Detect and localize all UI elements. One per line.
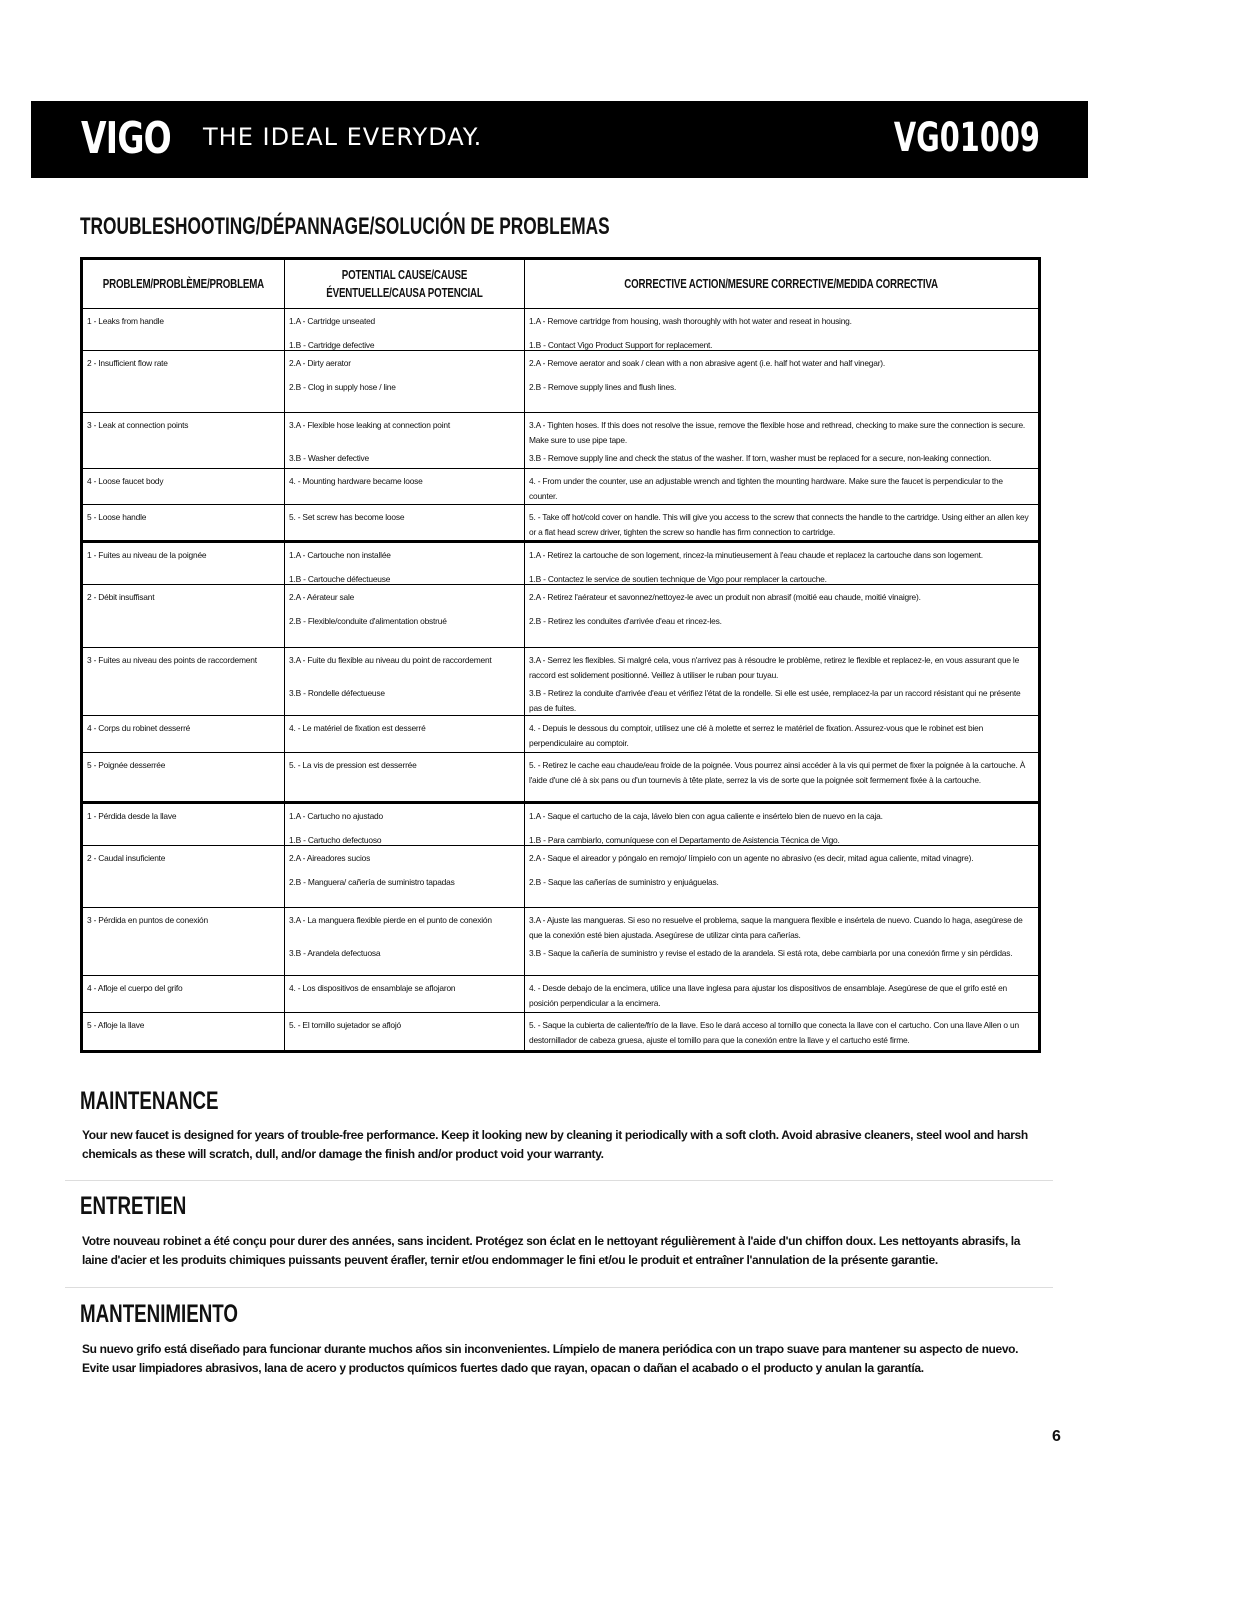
cause-cell [285,716,525,752]
problem-text: 4 - Afloje el cuerpo del grifo [87,983,183,993]
table-row [83,716,1038,753]
action-text: 4. - From under the counter, use an adjustable wrench and tighten the mounting hardware. Make sure the faucet is perpendicular to the counter. [529,476,1003,501]
cause-text: 1.B - Cartouche défectueuse [289,574,391,584]
cause-text: 5. - Set screw has become loose [289,512,405,522]
problem-cell [83,469,285,504]
action-cell [525,585,1038,647]
action-cell [525,1013,1038,1050]
action-text: 3.A - Tighten hoses. If this does not resolve the issue, remove the flexible hose and rethread, checking to make sure the connection is secure. Make sure to use pipe tape. [529,420,1026,445]
column-header-label: POTENTIAL CAUSE/CAUSE ÉVENTUELLE/CAUSA POTENCIAL [326,268,483,300]
cause-text: 3.A - Flexible hose leaking at connection point [289,420,450,430]
action-text: 5. - Retirez le cache eau chaude/eau froide de la poignée. Vous pourrez ainsi accéder à la vis qui permet de fixer la poignée à la cartouche. À l'aide d'une clé à six pans ou d'un tournevis à tête plate, serrez la vis de sorte que la poignée soit fermement fixée à la cartouche. [529,760,1026,785]
cause-text: 3.B - Arandela defectuosa [289,948,381,958]
problem-text: 2 - Débit insuffisant [87,592,155,602]
cause-text: 2.A - Dirty aerator [289,358,351,368]
cause-cell [285,753,525,801]
model-number: VG01009 [893,115,1040,161]
table-row [83,351,1038,413]
tagline: THE IDEAL EVERYDAY. [203,123,483,151]
action-cell [525,753,1038,801]
action-cell [525,469,1038,504]
problem-text: 3 - Leak at connection points [87,420,189,430]
cause-text: 3.B - Rondelle défectueuse [289,688,385,698]
table-row [83,413,1038,469]
action-text: 1.A - Retirez la cartouche de son logement, rincez-la minutieusement à l'eau chaude et replacez la cartouche dans son logement. [529,550,983,560]
column-header-label: PROBLEM/PROBLÈME/PROBLEMA [102,277,265,291]
table-row [83,976,1038,1013]
table-row [83,1013,1038,1050]
action-cell [525,505,1038,540]
problem-text: 5 - Poignée desserrée [87,760,166,770]
table-row [83,648,1038,716]
action-text: 4. - Desde debajo de la encimera, utilice una llave inglesa para ajustar los dispositivos de ensamblaje. Asegúrese de que el grifo esté en posición perpendicular a la encimera. [529,983,1007,1008]
action-cell [525,648,1038,715]
action-text: 3.A - Serrez les flexibles. Si malgré cela, vous n'arrivez pas à résoudre le problème, retirez le flexible et replacez-le, en vous assurant que le raccord est solidement positionné. Veillez à utiliser le ruban pour tuyau. [529,655,1020,680]
action-text: 2.B - Remove supply lines and flush lines. [529,382,677,392]
column-header-label: CORRECTIVE ACTION/MESURE CORRECTIVE/MEDIDA CORRECTIVA [624,277,939,291]
problem-cell [83,351,285,412]
problem-text: 1 - Fuites au niveau de la poignée [87,550,207,560]
action-cell [525,716,1038,752]
cause-cell [285,846,525,907]
section-heading-mantenimiento: MANTENIMIENTO [80,1300,238,1328]
action-text: 1.A - Remove cartridge from housing, wash thoroughly with hot water and reseat in housing. [529,316,852,326]
problem-cell [83,413,285,471]
problem-text: 2 - Caudal insuficiente [87,853,166,863]
cause-text: 4. - Los dispositivos de ensamblaje se aflojaron [289,983,456,993]
cause-text: 3.A - Fuite du flexible au niveau du point de raccordement [289,655,492,665]
cause-text: 2.B - Manguera/ cañería de suministro tapadas [289,877,455,887]
problem-cell [83,846,285,907]
action-text: 1.B - Contactez le service de soutien technique de Vigo pour remplacer la cartouche. [529,574,827,584]
section-heading-maintenance: MAINTENANCE [80,1087,219,1115]
troubleshooting-table [80,257,1041,1053]
action-cell [525,976,1038,1012]
problem-text: 4 - Corps du robinet desserré [87,723,191,733]
problem-text: 3 - Pérdida en puntos de conexión [87,915,208,925]
cause-text: 2.A - Aireadores sucios [289,853,371,863]
problem-cell [83,505,285,540]
cause-text: 1.A - Cartouche non installée [289,550,391,560]
page-number: 6 [1052,1428,1061,1445]
action-text: 3.B - Remove supply line and check the status of the washer. If torn, washer must be replaced for a secure, non-leaking connection. [529,453,992,463]
cause-text: 3.B - Washer defective [289,453,370,463]
problem-text: 5 - Afloje la llave [87,1020,145,1030]
table-row [83,469,1038,505]
cause-cell [285,413,525,471]
table-row [83,846,1038,908]
table-row [83,543,1038,585]
action-text: 2.A - Remove aerator and soak / clean with a non abrasive agent (i.e. half hot water and half vinegar). [529,358,886,368]
action-text: 3.B - Retirez la conduite d'arrivée d'eau et vérifiez l'état de la rondelle. Si elle est usée, remplacez-la par un raccord résistant qui ne présente pas de fuites. [529,688,1021,713]
action-text: 1.B - Para cambiarlo, comuníquese con el Departamento de Asistencia Técnica de Vigo. [529,835,840,845]
problem-cell [83,648,285,715]
cause-text: 4. - Le matériel de fixation est desserré [289,723,426,733]
column-header-action [525,260,1038,308]
divider [65,1180,1053,1181]
column-header-cause [285,260,525,308]
problem-cell [83,585,285,647]
column-header-problem [83,260,285,308]
table-row [83,505,1038,543]
cause-text: 5. - La vis de pression est desserrée [289,760,417,770]
action-text: 3.B - Saque la cañería de suministro y revise el estado de la arandela. Si está rota, debe cambiarla por una conexión firme y sin pérdidas. [529,948,1013,958]
cause-text: 3.A - La manguera flexible pierde en el punto de conexión [289,915,492,925]
divider [65,1287,1053,1288]
cause-text: 1.A - Cartridge unseated [289,316,375,326]
problem-cell [83,908,285,975]
cause-cell [285,976,525,1012]
section-text-mantenimiento: Su nuevo grifo está diseñado para funcionar durante muchos años sin inconvenientes. Límpielo de manera periódica con un trapo suave para mantener su aspecto de nuevo. Evite usar limpiadores abrasivos, lana de acero y productos químicos fuertes dado que rayan, opacan o dañan el acabado o el producto y anulan la garantía. [82,1342,1019,1375]
page-title: TROUBLESHOOTING/DÉPANNAGE/SOLUCIÓN DE PROBLEMAS [80,213,610,240]
problem-text: 1 - Leaks from handle [87,316,164,326]
cause-text: 1.B - Cartucho defectuoso [289,835,382,845]
section-text-entretien: Votre nouveau robinet a été conçu pour durer des années, sans incident. Protégez son éclat en le nettoyant régulièrement à l'aide d'un chiffon doux. Les nettoyants abrasifs, la laine d'acier et les produits chimiques puissants peuvent érafler, ternir et/ou endommager le fini et/ou le produit et entraîner l'annulation de la présente garantie. [82,1234,1021,1267]
problem-text: 5 - Loose handle [87,512,147,522]
cause-text: 5. - El tornillo sujetador se aflojó [289,1020,401,1030]
action-text: 2.A - Retirez l'aérateur et savonnez/nettoyez-le avec un produit non abrasif (moitié eau chaude, moitié vinaigre). [529,592,921,602]
table-row [83,908,1038,976]
problem-text: 3 - Fuites au niveau des points de raccordement [87,655,257,665]
cause-text: 1.B - Cartridge defective [289,340,375,350]
action-text: 3.A - Ajuste las mangueras. Si eso no resuelve el problema, saque la manguera flexible e insértela de nuevo. Cuando lo haga, asegúrese de que la conexión esté bien ajustada. Asegúrese de utilizar cinta para cañerías. [529,915,1023,940]
cause-text: 2.B - Clog in supply hose / line [289,382,396,392]
cause-text: 4. - Mounting hardware became loose [289,476,423,486]
action-cell [525,413,1038,471]
cause-cell [285,505,525,540]
header-bar [31,101,1088,178]
problem-text: 2 - Insufficient flow rate [87,358,168,368]
action-text: 4. - Depuis le dessous du comptoir, utilisez une clé à molette et serrez le matériel de fixation. Assurez-vous que le robinet est bien perpendiculaire au comptoir. [529,723,984,748]
problem-cell [83,753,285,801]
cause-text: 2.B - Flexible/conduite d'alimentation obstrué [289,616,447,626]
cause-text: 2.A - Aérateur sale [289,592,355,602]
problem-cell [83,1013,285,1050]
table-row [83,585,1038,648]
action-cell [525,908,1038,975]
action-text: 5. - Take off hot/cold cover on handle. This will give you access to the screw that connects the handle to the cartridge. Using either an allen key or a flat head screw driver, tighten the screw so handle has firm connection to cartridge. [529,512,1029,537]
cause-cell [285,469,525,504]
action-cell [525,846,1038,907]
cause-cell [285,351,525,412]
action-text: 2.A - Saque el aireador y póngalo en remojo/ límpielo con un agente no abrasivo (es decir, mitad agua caliente, mitad vinagre). [529,853,974,863]
action-text: 2.B - Saque las cañerías de suministro y enjuáguelas. [529,877,719,887]
action-text: 5. - Saque la cubierta de caliente/frío de la llave. Eso le dará acceso al tornillo que conecta la llave con el cartucho. Con una llave Allen o un destornillador de cabeza gruesa, ajuste el tornillo para que la conexión entre la llave y el cartucho esté firme. [529,1020,1019,1045]
cause-text: 1.A - Cartucho no ajustado [289,811,383,821]
cause-cell [285,585,525,647]
problem-text: 1 - Pérdida desde la llave [87,811,177,821]
section-text-maintenance: Your new faucet is designed for years of trouble-free performance. Keep it looking new by cleaning it periodically with a soft cloth. Avoid abrasive cleaners, steel wool and harsh chemicals as these will scratch, dull, and/or damage the finish and/or product void your warranty. [82,1128,1028,1161]
cause-cell [285,1013,525,1050]
problem-cell [83,976,285,1012]
action-text: 1.A - Saque el cartucho de la caja, lávelo bien con agua caliente e insértelo bien de nuevo en la caja. [529,811,883,821]
problem-text: 4 - Loose faucet body [87,476,164,486]
table-header [83,260,1038,309]
cause-cell [285,648,525,715]
table-row [83,804,1038,846]
section-heading-entretien: ENTRETIEN [80,1192,187,1220]
vigo-logo: VIGO [81,113,171,164]
table-row [83,753,1038,804]
action-cell [525,351,1038,412]
cause-cell [285,908,525,975]
table-row [83,309,1038,351]
action-text: 2.B - Retirez les conduites d'arrivée d'eau et rincez-les. [529,616,722,626]
action-text: 1.B - Contact Vigo Product Support for replacement. [529,340,713,350]
problem-cell [83,716,285,752]
